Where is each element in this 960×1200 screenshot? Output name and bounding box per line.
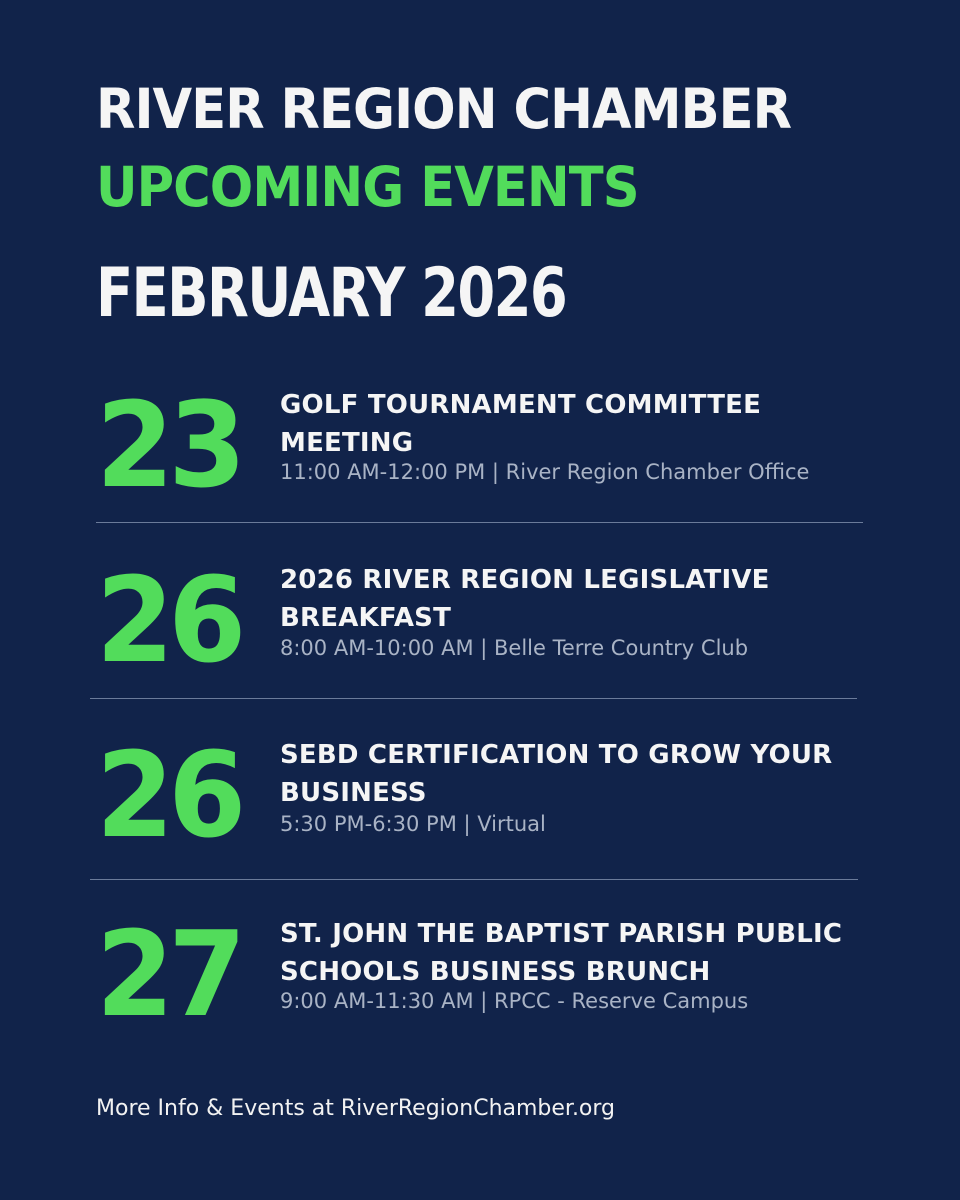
- event-day: 23: [96, 376, 241, 514]
- event-item: [96, 551, 866, 689]
- event-item: [96, 376, 866, 514]
- event-item: [96, 905, 866, 1043]
- event-day: 27: [96, 905, 241, 1043]
- divider: [90, 698, 857, 699]
- event-day: 26: [96, 726, 241, 864]
- event-day: 26: [96, 551, 241, 689]
- divider: [96, 522, 863, 523]
- divider: [90, 879, 858, 880]
- event-title: SEBD CERTIFICATION TO GROW YOUR BUSINESS: [280, 740, 833, 808]
- event-title: 2026 RIVER REGION LEGISLATIVE BREAKFAST: [280, 565, 770, 633]
- upcoming-events-heading: UPCOMING EVENTS: [96, 155, 639, 219]
- month-heading: FEBRUARY 2026: [96, 254, 567, 333]
- event-details: 5:30 PM-6:30 PM | Virtual: [280, 812, 546, 836]
- event-item: [96, 726, 866, 864]
- event-details: 11:00 AM-12:00 PM | River Region Chamber Office: [280, 460, 810, 484]
- event-title: GOLF TOURNAMENT COMMITTEE MEETING: [280, 390, 762, 458]
- organization-title: RIVER REGION CHAMBER: [96, 77, 792, 141]
- event-details: 9:00 AM-11:30 AM | RPCC - Reserve Campus: [280, 989, 749, 1013]
- event-details: 8:00 AM-10:00 AM | Belle Terre Country Club: [280, 636, 749, 660]
- event-title: ST. JOHN THE BAPTIST PARISH PUBLIC SCHOOLS BUSINESS BRUNCH: [280, 919, 843, 987]
- footer-website-text: More Info & Events at RiverRegionChamber.org: [96, 1096, 616, 1121]
